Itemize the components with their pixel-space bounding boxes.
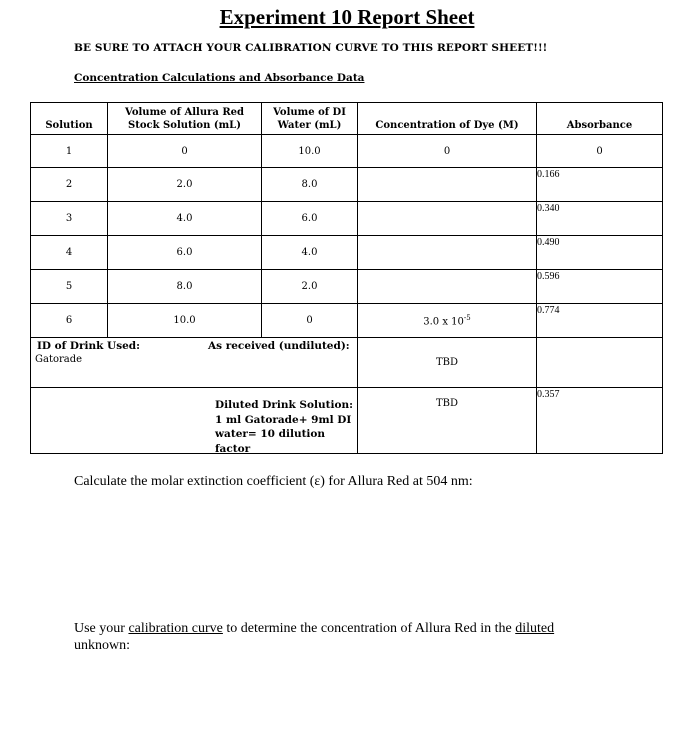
table-row bbox=[31, 304, 663, 338]
cell-absorbance: 0.340 bbox=[537, 202, 663, 236]
cell-concentration: TBD bbox=[358, 388, 537, 454]
cell-stock: 4.0 bbox=[108, 202, 262, 236]
cell-solution: 5 bbox=[31, 270, 108, 304]
diluted-description: Diluted Drink Solution: 1 ml Gatorade+ 9ml DI water= 10 dilution factor bbox=[215, 399, 353, 455]
header-solution: Solution bbox=[31, 103, 108, 135]
cell-stock: 6.0 bbox=[108, 236, 262, 270]
cell-absorbance bbox=[537, 338, 663, 388]
diluted-info-cell bbox=[31, 388, 358, 454]
cell-stock: 0 bbox=[108, 135, 262, 168]
cell-water: 0 bbox=[262, 304, 358, 338]
page-title: Experiment 10 Report Sheet bbox=[219, 5, 475, 29]
cell-absorbance: 0.490 bbox=[537, 236, 663, 270]
question-extinction-coefficient: Calculate the molar extinction coefficient (ε) for Allura Red at 504 nm: bbox=[74, 474, 473, 489]
cell-concentration bbox=[358, 236, 537, 270]
cell-solution: 6 bbox=[31, 304, 108, 338]
header-water-volume: Volume of DI Water (mL) bbox=[262, 103, 358, 135]
drink-row-diluted bbox=[31, 388, 663, 454]
table-row bbox=[31, 135, 663, 168]
cell-solution: 2 bbox=[31, 168, 108, 202]
table-row bbox=[31, 270, 663, 304]
section-heading: Concentration Calculations and Absorbance Data bbox=[74, 72, 365, 84]
cell-water: 2.0 bbox=[262, 270, 358, 304]
cell-stock: 8.0 bbox=[108, 270, 262, 304]
cell-water: 6.0 bbox=[262, 202, 358, 236]
table-row bbox=[31, 202, 663, 236]
table-row bbox=[31, 168, 663, 202]
header-absorbance: Absorbance bbox=[537, 103, 663, 135]
cell-concentration: 0 bbox=[358, 135, 537, 168]
cell-concentration bbox=[358, 168, 537, 202]
cell-water: 4.0 bbox=[262, 236, 358, 270]
cell-absorbance: 0.774 bbox=[537, 304, 663, 338]
drink-info-cell bbox=[31, 338, 358, 388]
as-received-label: As received (undiluted): bbox=[208, 340, 350, 352]
table-row bbox=[31, 236, 663, 270]
header-concentration: Concentration of Dye (M) bbox=[358, 103, 537, 135]
cell-solution: 4 bbox=[31, 236, 108, 270]
cell-absorbance: 0 bbox=[537, 135, 663, 168]
cell-concentration bbox=[358, 270, 537, 304]
question-concentration: Use your calibration curve to determine the concentration of Allura Red in the diluted unknown: bbox=[74, 621, 555, 653]
drink-id-value: Gatorade bbox=[35, 354, 83, 365]
cell-water: 8.0 bbox=[262, 168, 358, 202]
cell-solution: 1 bbox=[31, 135, 108, 168]
exponent: -5 bbox=[463, 313, 471, 322]
drink-row-undiluted bbox=[31, 338, 663, 388]
cell-concentration: TBD bbox=[358, 338, 537, 388]
table-header-row bbox=[31, 103, 663, 135]
cell-absorbance: 0.357 bbox=[537, 388, 663, 454]
cell-stock: 10.0 bbox=[108, 304, 262, 338]
cell-water: 10.0 bbox=[262, 135, 358, 168]
cell-absorbance: 0.166 bbox=[537, 168, 663, 202]
cell-solution: 3 bbox=[31, 202, 108, 236]
cell-stock: 2.0 bbox=[108, 168, 262, 202]
cell-absorbance: 0.596 bbox=[537, 270, 663, 304]
header-stock-volume: Volume of Allura Red Stock Solution (mL) bbox=[108, 103, 262, 135]
cell-concentration bbox=[358, 202, 537, 236]
data-table bbox=[30, 102, 663, 454]
cell-concentration: 3.0 x $10^{-5}$ bbox=[358, 304, 537, 338]
calibration-notice: BE SURE TO ATTACH YOUR CALIBRATION CURVE TO THIS REPORT SHEET!!! bbox=[74, 42, 548, 54]
drink-id-label: ID of Drink Used: bbox=[37, 340, 141, 352]
